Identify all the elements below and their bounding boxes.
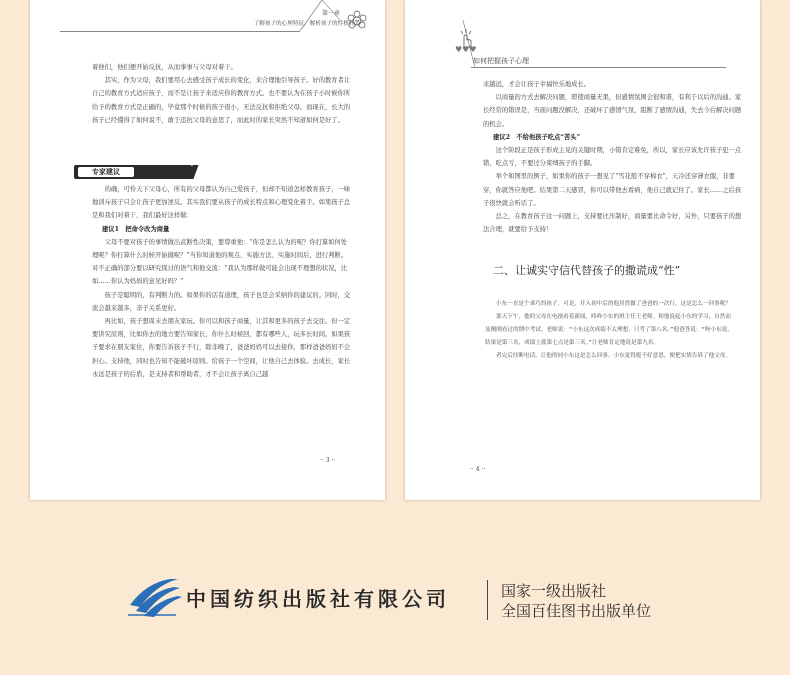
paragraph: 者完后挂断电话，让他的同小东这是怎么回事。小东觉得挺不好意思，便把实情告诉了他父母。: [496, 353, 731, 360]
running-header: 如何把握孩子心理: [473, 57, 529, 65]
left-book-page: [30, 0, 385, 500]
advice-heading: 建议1 把命令改为商量: [102, 225, 170, 233]
page-number: ·· 4 ··: [470, 466, 486, 473]
paragraph: 以商量的方式去解决问题，即使商量无果，但感情氛围会很和谐，有利于以后的沟通。家长经常的错误是，当面问题没解决，还破坏了感情气氛，阻断了感情沟通，失去今后解决问题的机会。: [483, 94, 742, 128]
header-rule: [471, 67, 726, 68]
page-number: ·· 3 ··: [320, 457, 336, 464]
paragraph: 那天下午，他的父母在电视看着新闻，咚咚小东的班主任王老师。和他说起小东的学习，自然而及刚刚看过的期中考试，老师说：“小东这次成绩不太理想，只考了第八名。”他爸答说：“呀小东说，结果是第三名，成绩上涨第七点是第三名。”让老师肯定地说是第九名。: [485, 314, 733, 347]
right-book-page: [405, 0, 760, 500]
paragraph: 着他们，他们便开始反抗，从而事事与父母对着干。: [92, 64, 237, 71]
paragraph: 举个和图里的例子，如果你的孩子一想见了“雪花般不穿棉衣”，天冷还穿薄衣服，非要穿，你就答应他吧。结果第二天感冒，你可以带他去看病，他自己就记住了。家长……之后孩子很快就会听话了。: [483, 173, 742, 207]
paragraph: 孩子是聪明的，有判断力的。如果你的话有道理，孩子也是会采纳你的建议的。同时，交流会越来越多，亲子关系更好。: [92, 291, 351, 312]
flower-doodle-icon: [346, 10, 368, 32]
advice-heading: 建议2 不给他孩子吃点“苦头”: [493, 133, 581, 141]
paragraph: 总之，在教育孩子这一问题上，支持要比压制好，商量要比命令好，另外，只要孩子的想法合理，就要给予支持！: [483, 213, 742, 234]
publisher-honor-line: 全国百佳图书出版单位: [501, 602, 652, 620]
footer-divider: [487, 580, 488, 620]
story-text: [485, 298, 735, 363]
publisher-rank-line: 国家一级出版社: [501, 582, 607, 600]
publisher-logo-icon: [126, 575, 182, 617]
paragraph: 来越远，才会让孩子幸福快乐地成长。: [483, 81, 591, 88]
header-diagonal-line: [300, 0, 340, 31]
badge-label: 专家建议: [78, 167, 134, 177]
paragraph: 的确，可怜天下父母心，所有的父母都认为自己爱孩子，但却不知道怎样教育孩子，一味地训斥孩子只会让孩子更加逆反。其实我们要从孩子的成长特点和心理变化着手。如果孩子总是和我们对着干，我们最好这样做：: [92, 186, 351, 220]
chapter-title: 了解孩子的心理特征，解析孩子的性格行为: [253, 21, 360, 27]
paragraph: 其实，作为父母，我们要用心去感受孩子成长的变化，来合理地引导孩子。好的教育者让自己的教育方式适应孩子，而不是让孩子来适应你的教育方式。也不要认为在孩子小时候你所给予的教育方式是正确的，毕竟那个时候的孩子很小，无法反抗和拒绝父母。而现在，长大的孩子已经懂得了如何说不，敢于违抗父母的意思了，而此时的家长突然不知道如何是好了。: [92, 77, 351, 124]
section-title: 二、让诚实守信代替孩子的撒谎成“性”: [493, 264, 681, 277]
right-top-text: [483, 78, 743, 236]
expert-advice-badge: [74, 165, 192, 179]
paragraph: 再比如，孩子想周末去朋友家玩。你可以和孩子商量，让其和更多的孩子去交往。但一定要讲究原则，比如你去的地方要告知家长，你什么时候回，都有哪些人，玩多长时间。如果孩子要求在朋友家住，你要告诉孩子不行，除非晚了，爸爸妈妈可以去接你，那样爸爸妈妈不会担心。支持他，同时也告知不能破坏原则。给孩子一个空间，让他自己去体验。去成长，家长永远是孩子的后盾，是支持者和帮助者，才不会让孩子离自己越: [92, 318, 351, 378]
paragraph: 小东一直是个乖巧的孩子，可是，开入初中后的他居然做了爸爸的一次行，这是怎么一回事呢？: [496, 301, 731, 307]
left-top-text: [92, 61, 352, 127]
hearts-decoration: ♥♥♥: [455, 45, 477, 54]
paragraph: 这个阶段正是孩子形成主见的关键时期，小错肯定难免，所以，家长应该允许孩子犯一点错，吃点亏，不要过分束缚孩子的手脚。: [483, 147, 742, 168]
header-rule: [60, 31, 300, 32]
paragraph: 父母不要对孩子的事情做出武断性决策，要尊重他：“你是怎么认为的呢？你打算如何处理呢？你打算什么时候开始做呢？”当你知道他的观点、实施方法、实施时间后，进行判断。对不正确的部分要以研究探讨的语气和他交流：“我认为那样做可能会出现不理想的状况，比如……你认为妈妈的意见好吗？”: [92, 238, 348, 286]
chapter-label: 第一章: [321, 10, 340, 17]
publisher-name: 中国纺织出版社有限公司: [186, 587, 450, 611]
expert-advice-text: [92, 183, 352, 381]
